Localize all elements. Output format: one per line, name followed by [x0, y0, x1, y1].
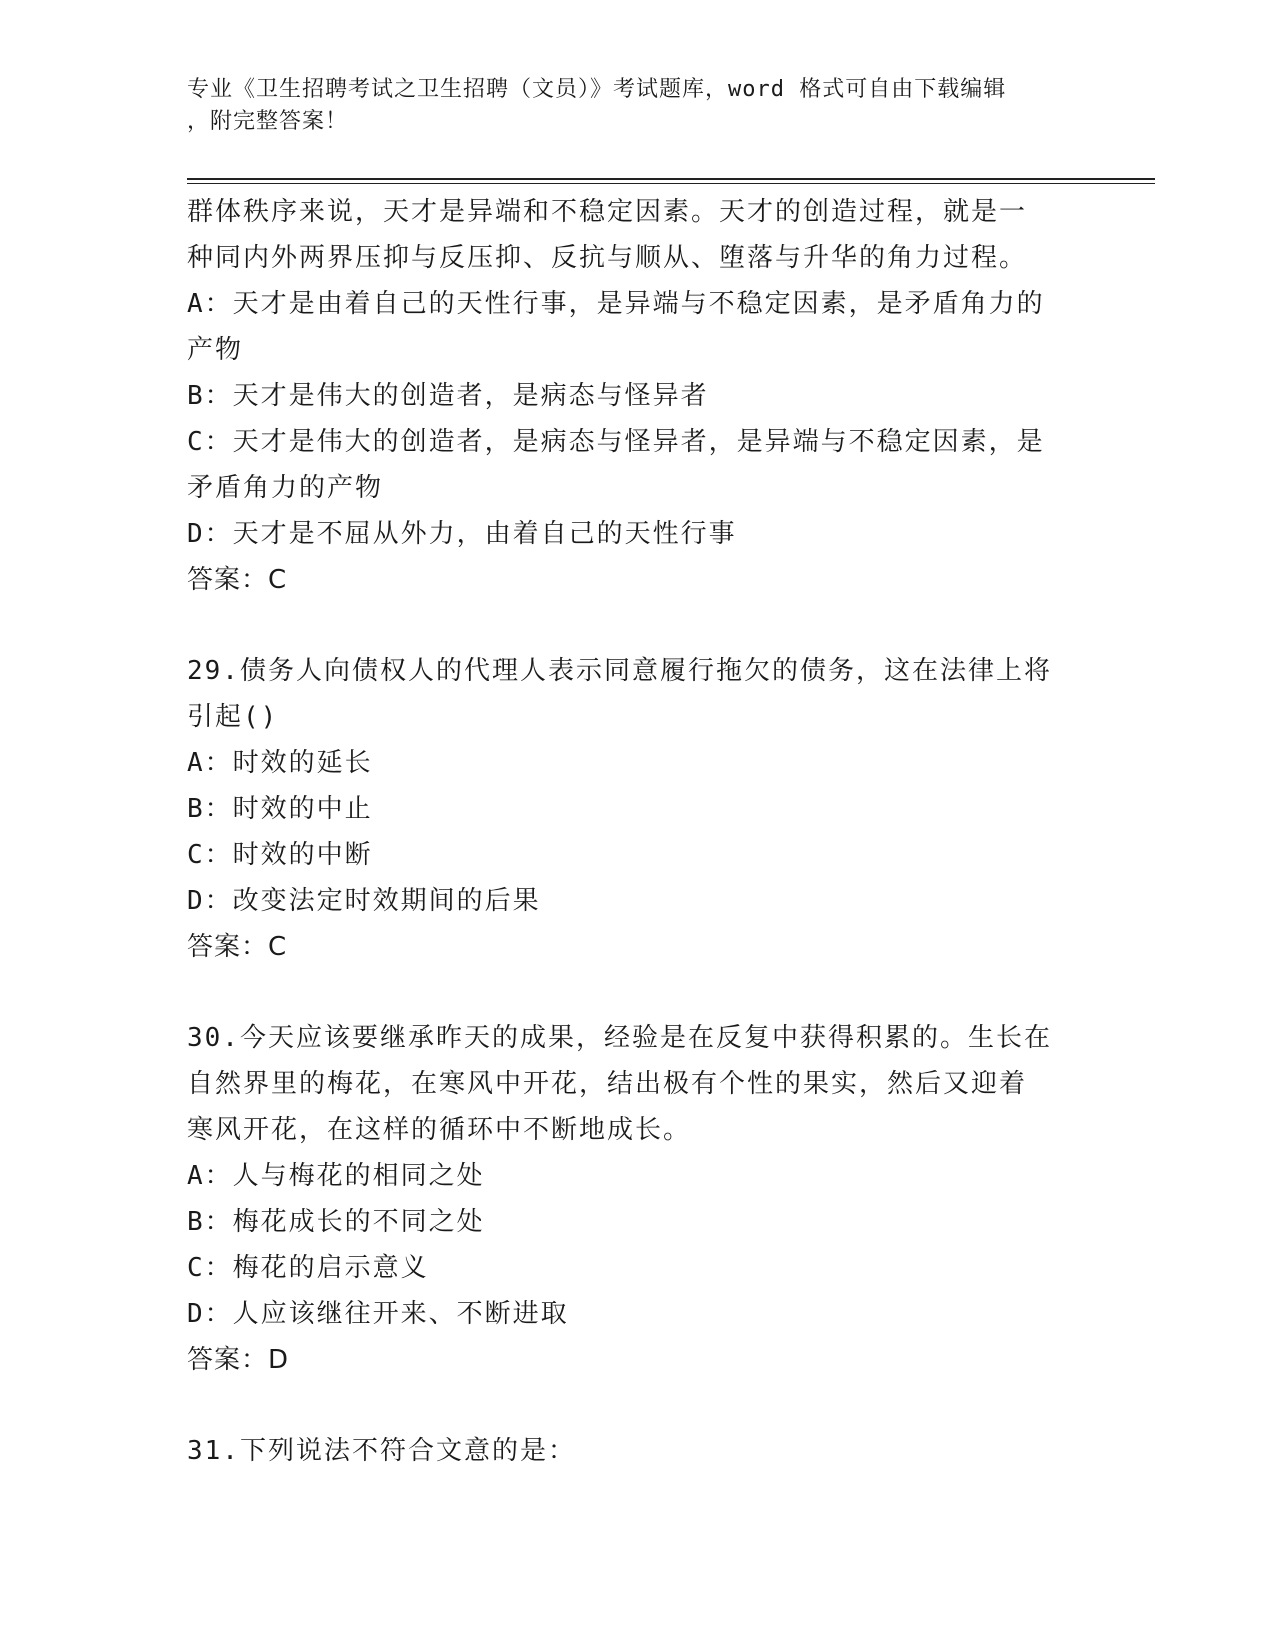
question-28-continuation [187, 189, 1087, 603]
header-line-2: ，附完整答案！ [187, 109, 349, 134]
document-header [187, 74, 1067, 138]
option-b-line: B：时效的中止 [187, 794, 373, 824]
option-d-line: D：人应该继往开来、不断进取 [187, 1299, 569, 1329]
question-stem-line: 30.今天应该要继承昨天的成果，经验是在反复中获得积累的。生长在 [187, 1023, 1052, 1053]
answer-line: 答案：C [187, 565, 288, 595]
question-29 [187, 648, 1087, 970]
question-30 [187, 1015, 1087, 1383]
option-b-line: B：天才是伟大的创造者，是病态与怪异者 [187, 381, 709, 411]
option-d-line: D：天才是不屈从外力，由着自己的天性行事 [187, 519, 737, 549]
question-31 [187, 1428, 1087, 1474]
option-a-line: A：人与梅花的相同之处 [187, 1161, 485, 1191]
spacer [187, 603, 1087, 648]
question-stem-line: 31.下列说法不符合文意的是： [187, 1436, 576, 1466]
option-c-line: 矛盾角力的产物 [187, 473, 384, 503]
question-stem-line: 29.债务人向债权人的代理人表示同意履行拖欠的债务，这在法律上将 [187, 656, 1052, 686]
answer-line: 答案：C [187, 932, 288, 962]
document-body [187, 189, 1087, 1474]
question-stem-line: 种同内外两界压抑与反压抑、反抗与顺从、堕落与升华的角力过程。 [187, 243, 1028, 273]
option-a-line: 产物 [187, 335, 244, 365]
header-rule-thick [187, 178, 1155, 180]
answer-line: 答案：D [187, 1345, 290, 1375]
spacer [187, 970, 1087, 1015]
option-d-line: D：改变法定时效期间的后果 [187, 886, 541, 916]
question-stem-line: 群体秩序来说，天才是异端和不稳定因素。天才的创造过程，就是一 [187, 197, 1028, 227]
option-a-line: A：天才是由着自己的天性行事，是异端与不稳定因素，是矛盾角力的 [187, 289, 1045, 319]
option-b-line: B：梅花成长的不同之处 [187, 1207, 485, 1237]
option-c-line: C：天才是伟大的创造者，是病态与怪异者，是异端与不稳定因素，是 [187, 427, 1045, 457]
option-a-line: A：时效的延长 [187, 748, 373, 778]
header-line-1: 专业《卫生招聘考试之卫生招聘（文员）》考试题库，word 格式可自由下载编辑 [187, 77, 1007, 102]
question-stem-line: 自然界里的梅花，在寒风中开花，结出极有个性的果实，然后又迎着 [187, 1069, 1028, 1099]
question-stem-line: 寒风开花，在这样的循环中不断地成长。 [187, 1115, 692, 1145]
spacer [187, 1383, 1087, 1428]
option-c-line: C：时效的中断 [187, 840, 373, 870]
question-stem-line: 引起() [187, 702, 279, 732]
header-rule-thin [187, 183, 1155, 184]
option-c-line: C：梅花的启示意义 [187, 1253, 429, 1283]
